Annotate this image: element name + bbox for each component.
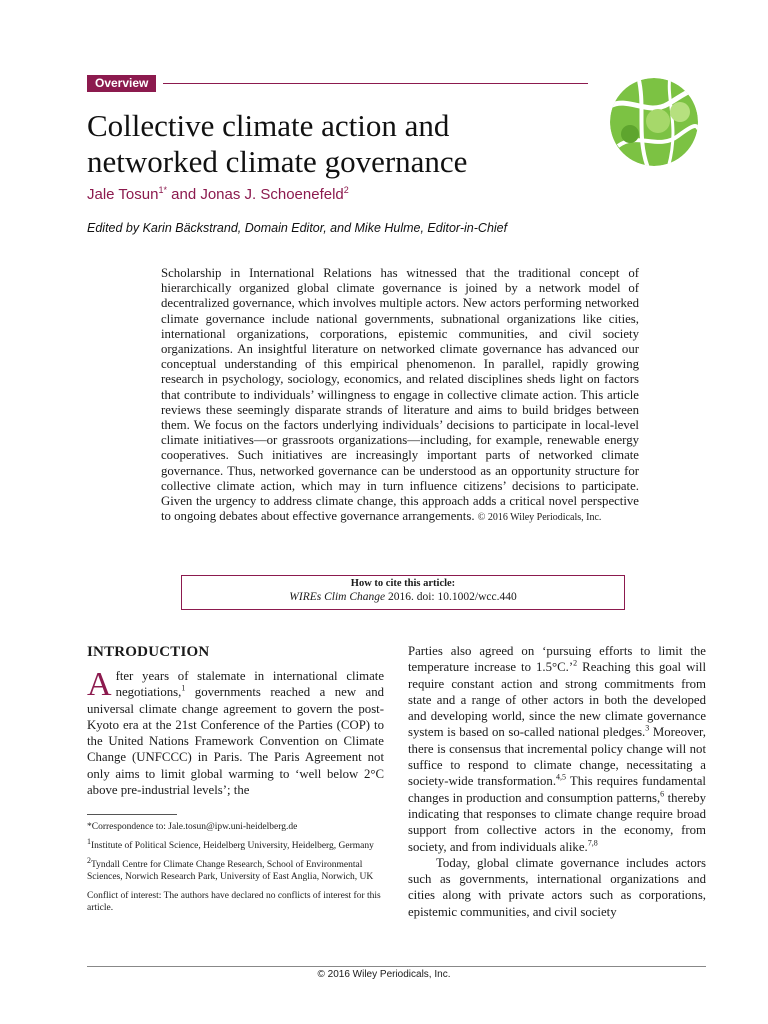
column-right bbox=[408, 643, 706, 920]
section-badge: Overview bbox=[87, 75, 156, 92]
body-text: Moreover, there is consensus that incremental policy change will not suffice to respond to climate change, necessitating a society-wide transformation. bbox=[408, 725, 706, 789]
affiliation-1-marker: 1 bbox=[87, 836, 91, 846]
wires-logo-icon bbox=[608, 76, 700, 168]
intro-text: governments reached a new and universal climate change agreement to govern the post-Kyoto era at the 21st Conference of the Parties (COP) to the United Nations Framework Convention on Climate Change (UNFCCC) in Paris. The Paris Agreement not only aims to limit global warming to ‘well below 2°C above pre-industrial levels’; the bbox=[87, 685, 384, 798]
body-text: thereby indicating that responses to climate change require broad support from collective actors in the economy, from society, and from individuals alike. bbox=[408, 790, 706, 854]
column-left bbox=[87, 668, 384, 798]
abstract-text: Scholarship in International Relations has witnessed that the traditional concept of hierarchically organized global climate governance is joined by a network model of decentralized governance, which involves multiple actors. New actors performing networked climate governance include national governments, subnational organizations like cities, international organizations, corporations, epistemic communities, and civil society organizations. An insightful literature on networked climate governance has advanced our conceptual understanding of this empirical phenomenon. In parallel, rapidly growing research in psychology, sociology, economics, and related disciplines sheds light on factors that contribute to individuals’ willingness to engage in collective climate action. This article reviews these seemingly disparate strands of literature and aims to build bridges between them. We focus on the factors underlying individuals’ decisions to participate in local-level climate initiatives—or grassroots organizations—including, for example, renewable energy cooperatives. Such initiatives are increasingly important parts of networked climate governance. Thus, networked governance can be understood as an opportunity structure for collective climate action, which may in turn influence citizens’ decisions to participate. Given the urgency to address climate change, this approach adds a critical novel perspective to ongoing debates about effective governance arrangements. bbox=[161, 266, 639, 524]
citation-ref[interactable]: 7,8 bbox=[587, 838, 598, 848]
correspondence-note: *Correspondence to: Jale.tosun@ipw.uni-heidelberg.de bbox=[87, 822, 298, 832]
intro-paragraph-continued bbox=[408, 643, 706, 855]
affiliation-1-text: Institute of Political Science, Heidelberg University, Heidelberg, Germany bbox=[91, 841, 374, 851]
author-1-affiliation: 1* bbox=[158, 185, 167, 195]
footnote-divider bbox=[87, 814, 177, 815]
citation-body bbox=[182, 591, 624, 603]
intro-paragraph-1 bbox=[87, 668, 384, 798]
footnotes bbox=[87, 821, 384, 921]
section-heading: INTRODUCTION bbox=[87, 644, 210, 660]
page-footer: © 2016 Wiley Periodicals, Inc. bbox=[317, 969, 451, 980]
title-line-2: networked climate governance bbox=[87, 144, 468, 179]
citation-ref[interactable]: 3 bbox=[645, 724, 650, 734]
intro-text: fter years of stalemate in international climate negotiations, bbox=[115, 669, 384, 700]
citation-ref[interactable]: 2 bbox=[573, 659, 578, 669]
citation-details: 2016. doi: 10.1002/wcc.440 bbox=[385, 591, 517, 603]
body-text: Parties also agreed on ‘pursuing efforts to limit the temperature increase to 1.5°C.’ bbox=[408, 644, 706, 675]
affiliation-2-text: Tyndall Centre for Climate Change Research, School of Environmental Sciences, Norwich Research Park, University of East Anglia, Norwich, UK bbox=[87, 860, 374, 882]
author-2[interactable]: and Jonas J. Schoenefeld bbox=[166, 186, 344, 203]
intro-paragraph-2: Today, global climate governance includes actors such as governments, international organizations and cities along with private actors such as corporations, epistemic communities, and civil society bbox=[408, 855, 706, 919]
author-1[interactable]: Jale Tosun bbox=[87, 186, 159, 203]
title-line-1: Collective climate action and bbox=[87, 108, 450, 143]
affiliation-1 bbox=[87, 836, 384, 852]
citation-journal: WIREs Clim Change bbox=[289, 591, 386, 603]
author-2-affiliation: 2 bbox=[343, 185, 349, 195]
citation-ref[interactable]: 6 bbox=[660, 789, 665, 799]
header-divider bbox=[163, 83, 588, 84]
affiliation-2 bbox=[87, 855, 384, 883]
citation-title: How to cite this article: bbox=[350, 578, 456, 589]
citation-box bbox=[181, 575, 625, 610]
abstract-copyright: © 2016 Wiley Periodicals, Inc. bbox=[477, 512, 602, 524]
article-title bbox=[87, 108, 607, 180]
drop-cap: A bbox=[87, 666, 112, 703]
body-text: Reaching this goal will require constant action and strong commitments from state and a range of other actors in both the developed and developing world, since the new climate governance system is based on so-called national pledges. bbox=[408, 660, 706, 740]
affiliation-2-marker: 2 bbox=[87, 855, 91, 865]
editor-line: Edited by Karin Bäckstrand, Domain Editor, and Mike Hulme, Editor-in-Chief bbox=[87, 221, 508, 235]
footer-divider bbox=[87, 966, 706, 967]
abstract bbox=[161, 266, 639, 525]
author-list bbox=[87, 186, 349, 203]
citation-ref[interactable]: 4,5 bbox=[556, 773, 567, 783]
conflict-note: Conflict of interest: The authors have declared no conflicts of interest for this article. bbox=[87, 891, 381, 913]
citation-ref[interactable]: 1 bbox=[181, 684, 186, 694]
body-text: This requires fundamental changes in production and consumption patterns, bbox=[408, 774, 706, 805]
